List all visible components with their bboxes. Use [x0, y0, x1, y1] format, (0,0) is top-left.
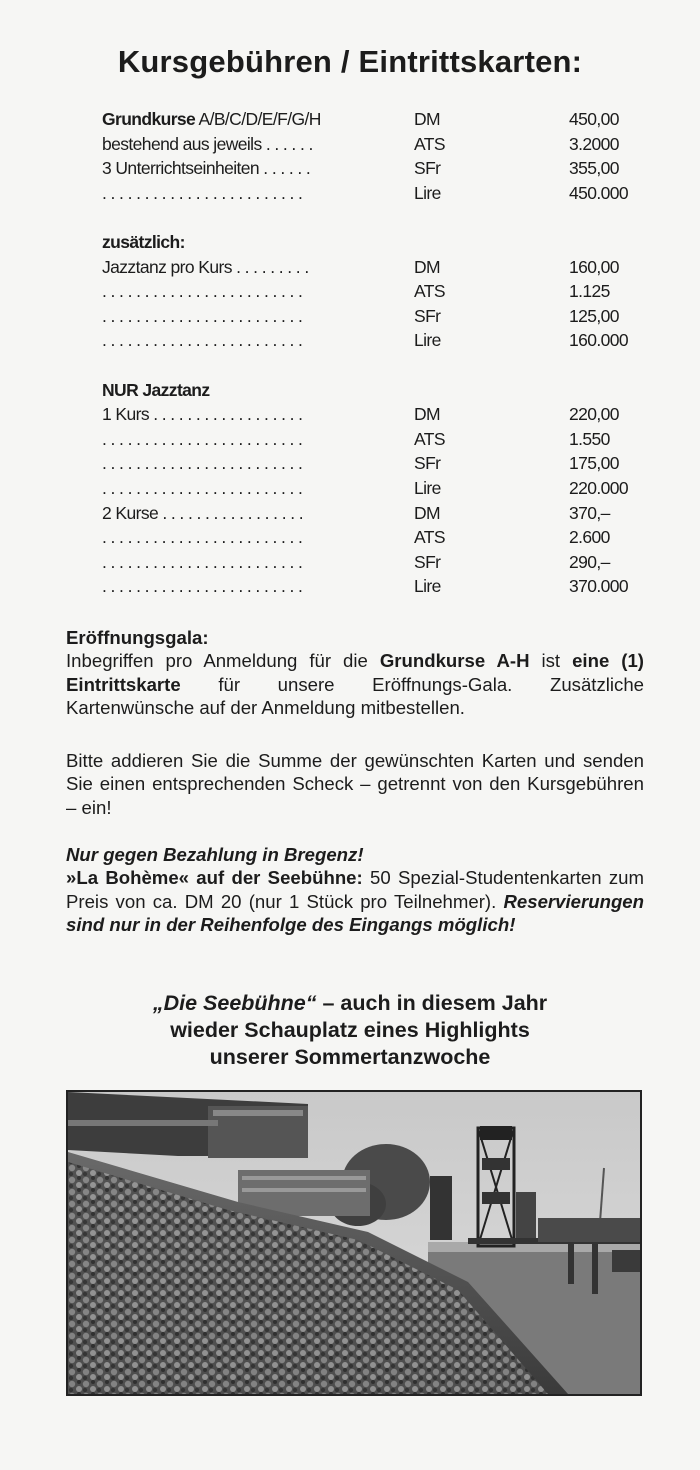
gala-heading: Eröffnungsgala: — [66, 627, 209, 648]
currency: DM — [414, 502, 441, 523]
amount: 160.000 — [569, 330, 629, 351]
gala-paragraph — [66, 649, 644, 719]
boheme-title: »La Bohème« auf der Seebühne: — [66, 867, 363, 889]
caption-line2: wieder Schauplatz eines Highlights — [170, 1018, 530, 1042]
gala-text: für unsere Eröffnungs-Gala. Zusätzliche Kartenwünsche auf der Anmeldung mitbestellen. — [66, 673, 644, 719]
dot-leader: . . . . . . . . . . . . . . . . . . . . . . . . — [102, 281, 303, 302]
zusaetzlich-heading-text: zusätzlich: — [102, 231, 185, 252]
amount: 220.000 — [569, 477, 629, 498]
dot-leader: . . . . . . . . . . . . . . . . . . . . . . . . — [102, 477, 303, 498]
reservation-note: Reservierungen sind nur in der Reihenfolge des Eingangs möglich! — [66, 890, 644, 936]
dot-leader: . . . . . . . . . . . . . . . . . . . . . . . . — [102, 330, 303, 351]
page-title: Kursgebühren / Eintrittskarten: — [117, 44, 583, 79]
table-row — [102, 574, 662, 599]
table-row — [102, 181, 662, 206]
currency: SFr — [414, 305, 441, 326]
amount: 1.550 — [569, 428, 610, 449]
table-row — [102, 304, 662, 329]
zusaetzlich-heading — [102, 230, 414, 255]
currency: Lire — [414, 576, 441, 597]
currency: SFr — [414, 453, 441, 474]
table-row — [102, 107, 662, 132]
currency: ATS — [414, 428, 445, 449]
table-row — [102, 451, 662, 476]
fee-table — [102, 107, 662, 599]
amount: 290,– — [569, 551, 610, 572]
grundkurse-label — [102, 107, 414, 132]
dot-leader: . . . . . . . . . . . . . . . . . . . . . . . . — [102, 428, 303, 449]
gala-text: ist — [529, 650, 573, 672]
nur-jazztanz-heading — [102, 378, 414, 403]
caption-seebuehne: „Die Seebühne“ — [152, 991, 317, 1015]
amount: 450,00 — [569, 109, 619, 129]
table-row — [102, 230, 662, 255]
amount: 3.2000 — [569, 133, 619, 154]
grundkurse-line3: 3 Unterrichtseinheiten . . . . . . — [102, 158, 311, 179]
bregenz-note — [66, 843, 644, 866]
boheme-text: 50 Spezial-Studentenkarten zum Preis von ca. DM 20 (nur 1 Stück pro Teilnehmer). — [66, 867, 644, 912]
table-row — [102, 156, 662, 181]
gala-section — [66, 626, 644, 720]
currency: DM — [414, 109, 441, 129]
amount: 355,00 — [569, 158, 619, 179]
kurs2-label: 2 Kurse . . . . . . . . . . . . . . . . . — [102, 502, 304, 523]
table-row — [102, 378, 662, 403]
dot-leader: . . . . . . . . . . . . . . . . . . . . . . . . — [102, 453, 303, 474]
amount: 175,00 — [569, 453, 619, 474]
table-row — [102, 132, 662, 157]
caption-line1: – auch in diesem Jahr — [316, 991, 548, 1015]
boheme-section — [66, 843, 644, 937]
dot-leader: . . . . . . . . . . . . . . . . . . . . . . . . — [102, 527, 303, 548]
currency: Lire — [414, 330, 441, 351]
amount: 2.600 — [569, 527, 610, 548]
amount: 220,00 — [569, 404, 619, 425]
seebuehne-photo — [66, 1090, 642, 1396]
dot-leader: . . . . . . . . . . . . . . . . . . . . . . . . — [102, 305, 303, 326]
table-row — [102, 476, 662, 501]
grundkurse-line2: bestehend aus jeweils . . . . . . — [102, 133, 313, 154]
currency: ATS — [414, 527, 445, 548]
currency: ATS — [414, 133, 445, 154]
amount: 370,– — [569, 502, 610, 523]
currency: ATS — [414, 281, 445, 302]
gala-eintrittskarte: eine (1) Eintrittskarte — [66, 650, 644, 695]
kurs1-label: 1 Kurs . . . . . . . . . . . . . . . . . . — [102, 404, 303, 425]
caption-line3: unserer Sommertanzwoche — [209, 1045, 491, 1069]
photo-caption — [0, 990, 700, 1071]
table-row — [102, 501, 662, 526]
payment-paragraph: Bitte addieren Sie die Summe der gewünschten Karten und senden Sie einen entsprechenden Scheck – getrennt von den Kursgebühren – ein! — [66, 750, 644, 818]
table-row — [102, 525, 662, 550]
currency: DM — [414, 404, 441, 425]
amount: 1.125 — [569, 281, 610, 302]
currency: SFr — [414, 551, 441, 572]
dot-leader: . . . . . . . . . . . . . . . . . . . . . . . . — [102, 576, 303, 597]
dot-leader: . . . . . . . . . . . . . . . . . . . . . . . . — [102, 182, 303, 203]
currency: SFr — [414, 158, 441, 179]
table-row — [102, 279, 662, 304]
currency: Lire — [414, 477, 441, 498]
amount: 450.000 — [569, 182, 629, 203]
bregenz-note-text: Nur gegen Bezahlung in Bregenz! — [66, 844, 364, 865]
table-row — [102, 427, 662, 452]
amount: 125,00 — [569, 305, 619, 326]
currency: Lire — [414, 182, 441, 203]
table-row — [102, 255, 662, 280]
zusaetzlich-label: Jazztanz pro Kurs . . . . . . . . . — [102, 256, 309, 277]
boheme-paragraph — [66, 866, 644, 936]
seebuehne-photo-illustration — [68, 1092, 640, 1394]
dot-leader: . . . . . . . . . . . . . . . . . . . . . . . . — [102, 551, 303, 572]
nur-jazztanz-heading-text: NUR Jazztanz — [102, 379, 210, 400]
currency: DM — [414, 256, 441, 277]
amount: 370.000 — [569, 576, 629, 597]
amount: 160,00 — [569, 256, 619, 277]
table-row — [102, 402, 662, 427]
table-row — [102, 550, 662, 575]
gala-text: Inbegriffen pro Anmeldung für die — [66, 650, 380, 672]
grundkurse-heading: Grundkurse — [102, 109, 196, 129]
gala-grundkurse: Grundkurse A-H — [379, 650, 530, 672]
table-row — [102, 328, 662, 353]
grundkurse-heading-rest: A/B/C/D/E/F/G/H — [195, 109, 321, 129]
